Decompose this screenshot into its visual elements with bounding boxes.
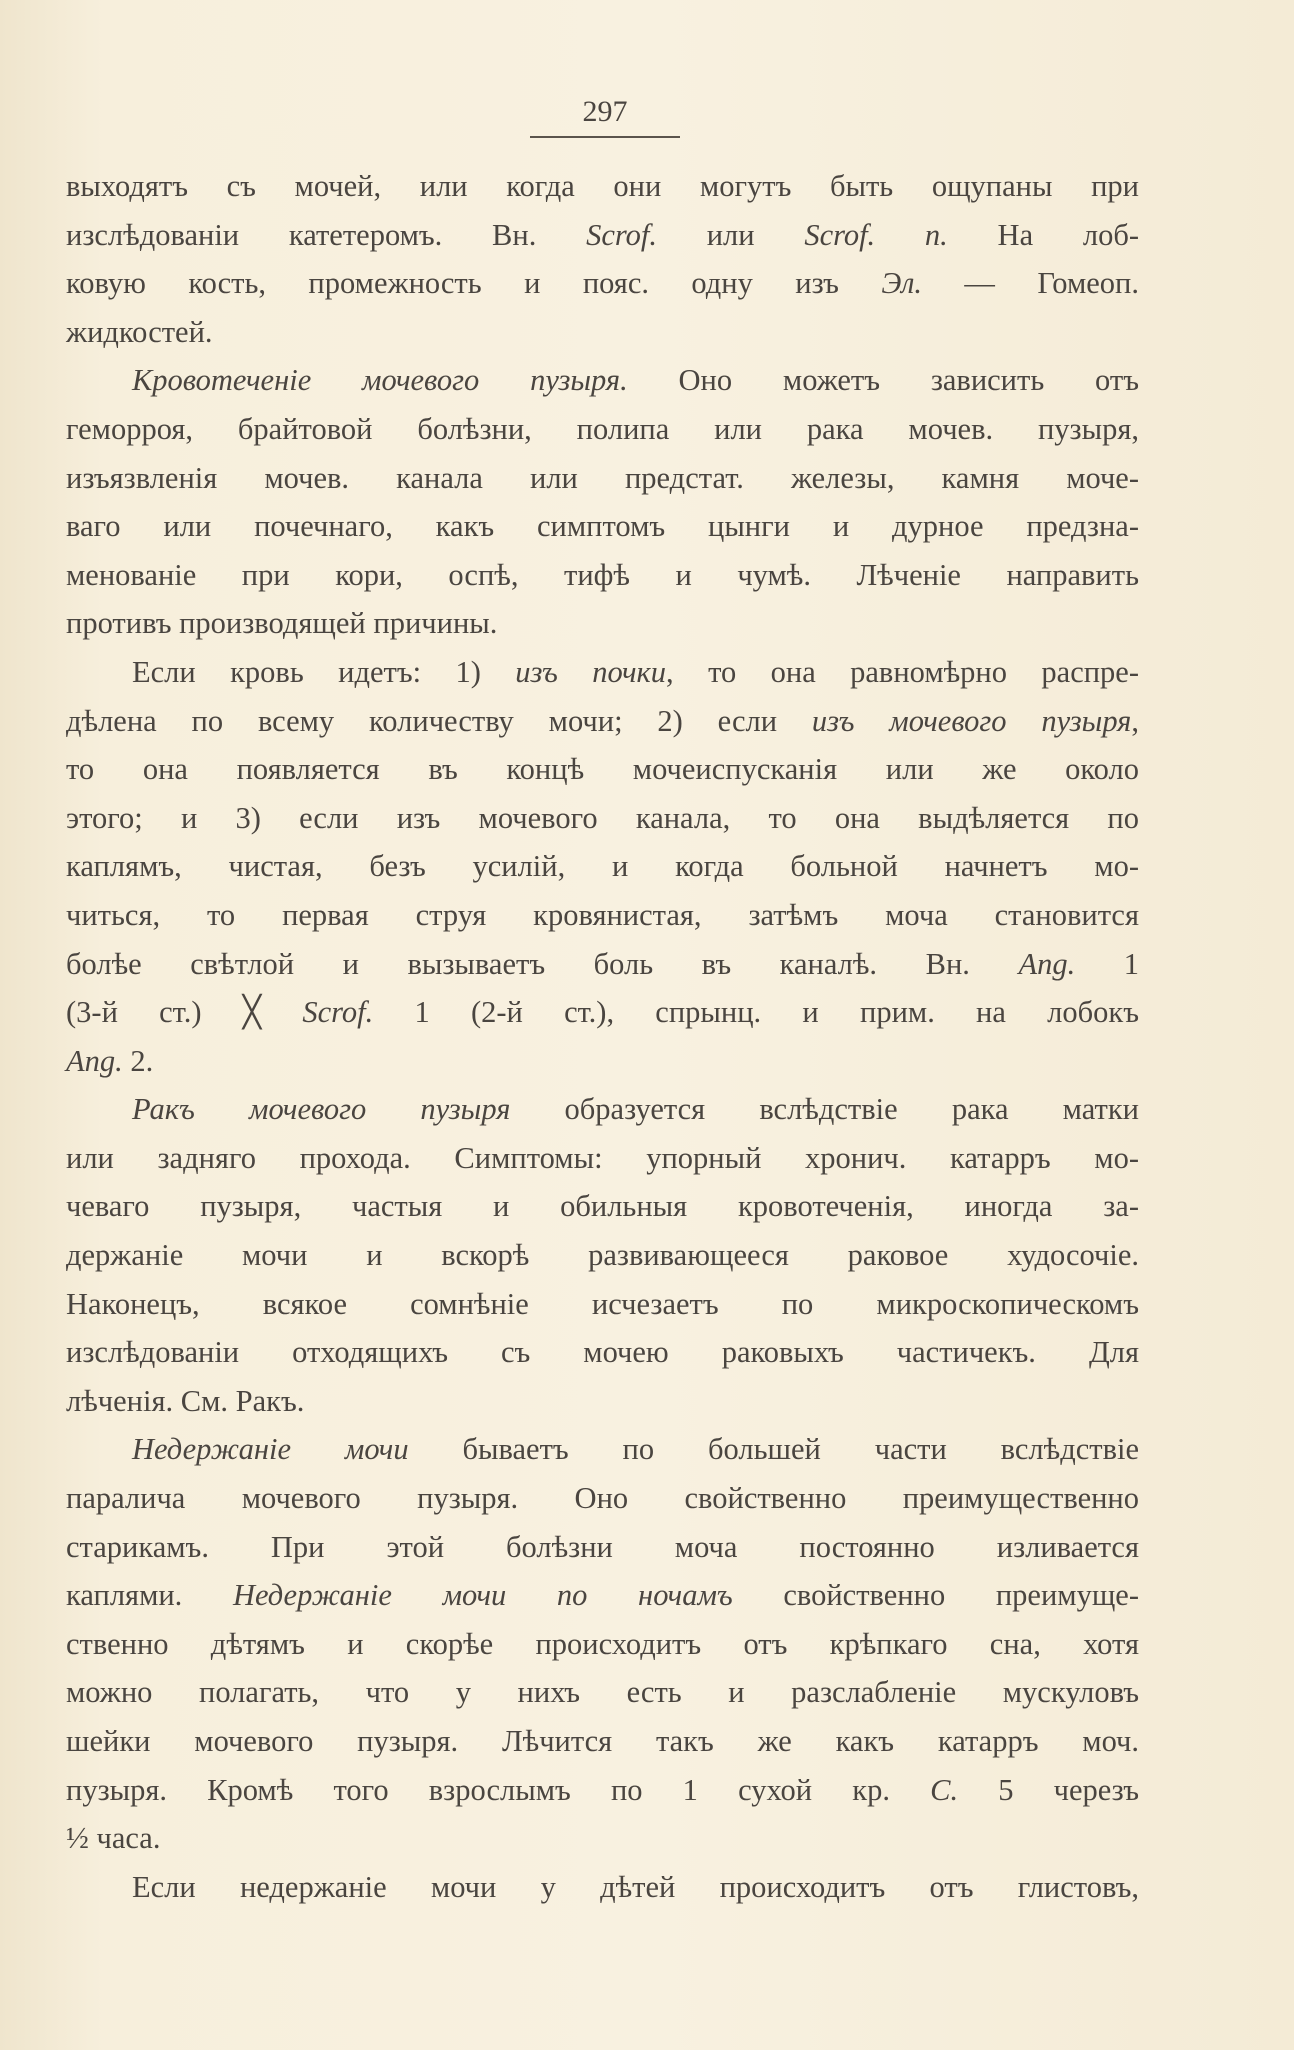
- italic-text: Эл.: [881, 266, 922, 301]
- text-line: [66, 940, 1139, 989]
- text-segment: жидкостей.: [66, 314, 213, 349]
- text-segment: чеваго пузыря, частыя и обильныя кровотеченія, иногда за-: [66, 1189, 1139, 1224]
- text-segment: то она появляется въ концѣ мочеиспусканія или же около: [66, 752, 1139, 787]
- text-segment: пузыря. Кромѣ того взрослымъ по 1 сухой кр.: [66, 1772, 931, 1807]
- text-line: [66, 1328, 1139, 1377]
- text-line: [66, 891, 1139, 940]
- text-segment: можно полагать, что у нихъ есть и разслабленіе мускуловъ: [66, 1675, 1139, 1710]
- text-segment: выходятъ съ мочей, или когда они могутъ быть ощупаны при: [66, 169, 1139, 203]
- page-number: 297: [582, 95, 628, 128]
- text-line: [66, 1766, 1139, 1815]
- text-segment: 2.: [122, 1043, 154, 1078]
- italic-text: Ракъ мочевого пузыря: [132, 1092, 511, 1127]
- text-line: [66, 1037, 1139, 1086]
- text-segment: шейки мочевого пузыря. Лѣчится такъ же какъ катарръ моч.: [66, 1724, 1139, 1758]
- italic-text: Недержаніе мочи: [132, 1432, 409, 1467]
- italic-text: Scrof.: [302, 995, 374, 1030]
- text-segment: ковую кость, промежность и пояс. одну изъ: [66, 266, 882, 301]
- text-segment: этого; и 3) если изъ мочевого канала, то она выдѣляется по: [66, 800, 1139, 835]
- italic-text: Ang.: [66, 1043, 123, 1078]
- text-line: [66, 1085, 1139, 1134]
- text-segment: образуется вслѣдствіе рака матки: [510, 1092, 1139, 1127]
- italic-text: изъ почки: [515, 654, 667, 689]
- text-segment: — Гомеоп.: [922, 266, 1139, 301]
- text-segment: лѣченія. См. Ракъ.: [66, 1383, 305, 1418]
- text-line: [66, 308, 1139, 357]
- text-line: [66, 988, 1139, 1037]
- text-line: [66, 1668, 1139, 1717]
- text-segment: читься, то первая струя кровянистая, затѣмъ моча становится: [66, 897, 1139, 932]
- text-segment: свойственно преимуще-: [732, 1578, 1139, 1613]
- text-segment: изслѣдованіи отходящихъ съ мочею раковыхъ частичекъ. Для: [66, 1335, 1139, 1370]
- italic-text: Ang.: [1018, 946, 1076, 981]
- text-segment: болѣе свѣтлой и вызываетъ боль въ каналѣ. Вн.: [66, 946, 1019, 981]
- text-segment: Если недержаніе мочи у дѣтей происходитъ отъ глистовъ,: [132, 1869, 1139, 1904]
- text-line: [66, 1134, 1139, 1183]
- italic-text: изъ мочевого пузыря: [811, 703, 1132, 738]
- italic-text: Кровотеченіе мочевого пузыря.: [132, 363, 628, 398]
- text-line: [66, 454, 1139, 503]
- text-segment: Оно можетъ зависить отъ: [627, 363, 1139, 398]
- text-segment: противъ производящей причины.: [66, 606, 498, 641]
- text-line: [66, 1717, 1139, 1766]
- text-line: [66, 162, 1139, 211]
- text-line: [66, 1620, 1139, 1669]
- text-line: [66, 551, 1139, 600]
- text-segment: 1: [1075, 946, 1139, 981]
- text-line: [66, 1814, 1139, 1863]
- italic-text: Недержаніе мочи по ночамъ: [232, 1578, 733, 1613]
- italic-text: C.: [930, 1772, 959, 1807]
- text-segment: 1 (2-й ст.), спрынц. и прим. на лобокъ: [373, 995, 1139, 1030]
- text-line: [66, 842, 1139, 891]
- text-segment: ,: [1131, 703, 1139, 738]
- text-segment: держаніе мочи и вскорѣ развивающееся раковое худосочіе.: [66, 1238, 1139, 1273]
- text-segment: или: [656, 217, 805, 252]
- text-line: [66, 1571, 1139, 1620]
- text-segment: ваго или почечнаго, какъ симптомъ цынги и дурное предзна-: [66, 509, 1139, 544]
- text-line: [66, 745, 1139, 794]
- text-segment: менованіе при кори, оспѣ, тифѣ и чумѣ. Лѣченіе направить: [66, 557, 1139, 592]
- text-segment: каплями.: [66, 1578, 233, 1613]
- text-line: [66, 648, 1139, 697]
- text-segment: Наконецъ, всякое сомнѣніе исчезаетъ по микроскопическомъ: [66, 1286, 1139, 1321]
- text-segment: паралича мочевого пузыря. Оно свойственно преимущественно: [66, 1481, 1139, 1516]
- text-line: [66, 1474, 1139, 1523]
- text-line: [66, 599, 1139, 648]
- text-line: [66, 794, 1139, 843]
- text-line: [66, 405, 1139, 454]
- text-line: [66, 1523, 1139, 1572]
- italic-text: Scrof. n.: [804, 217, 948, 252]
- text-segment: каплямъ, чистая, безъ усилій, и когда больной начнетъ мо-: [66, 849, 1139, 884]
- text-segment: На лоб-: [947, 217, 1140, 252]
- text-line: [66, 356, 1139, 405]
- italic-text: Scrof.: [586, 217, 657, 252]
- text-line: [66, 211, 1139, 260]
- text-segment: или задняго прохода. Симптомы: упорный хронич. катарръ мо-: [66, 1140, 1139, 1175]
- text-line: [66, 1425, 1139, 1474]
- text-segment: ственно дѣтямъ и скорѣе происходитъ отъ крѣпкаго сна, хотя: [66, 1626, 1139, 1661]
- text-segment: ½ часа.: [66, 1821, 161, 1856]
- text-segment: Если кровь идетъ: 1): [132, 654, 516, 689]
- text-segment: дѣлена по всему количеству мочи; 2) если: [66, 703, 812, 738]
- text-line: [66, 1182, 1139, 1231]
- text-line: [66, 502, 1139, 551]
- text-segment: геморроя, брайтовой болѣзни, полипа или рака мочев. пузыря,: [66, 411, 1139, 446]
- text-line: [66, 697, 1139, 746]
- text-segment: , то она равномѣрно распре-: [666, 654, 1139, 689]
- header-rule: [530, 136, 680, 138]
- text-segment: (3-й ст.) ╳: [66, 995, 303, 1030]
- text-segment: изъязвленія мочев. канала или предстат. железы, камня моче-: [66, 460, 1139, 495]
- text-segment: изслѣдованіи катетеромъ. Вн.: [66, 217, 587, 252]
- page-header: [530, 92, 680, 138]
- text-line: [66, 1231, 1139, 1280]
- text-segment: 5 черезъ: [958, 1772, 1139, 1807]
- text-line: [66, 1280, 1139, 1329]
- body-text: [66, 162, 1139, 1911]
- text-segment: старикамъ. При этой болѣзни моча постоянно изливается: [66, 1529, 1139, 1564]
- text-line: [66, 259, 1139, 308]
- text-line: [66, 1863, 1139, 1912]
- text-line: [66, 1377, 1139, 1426]
- text-segment: бываетъ по большей части вслѣдствіе: [408, 1432, 1140, 1467]
